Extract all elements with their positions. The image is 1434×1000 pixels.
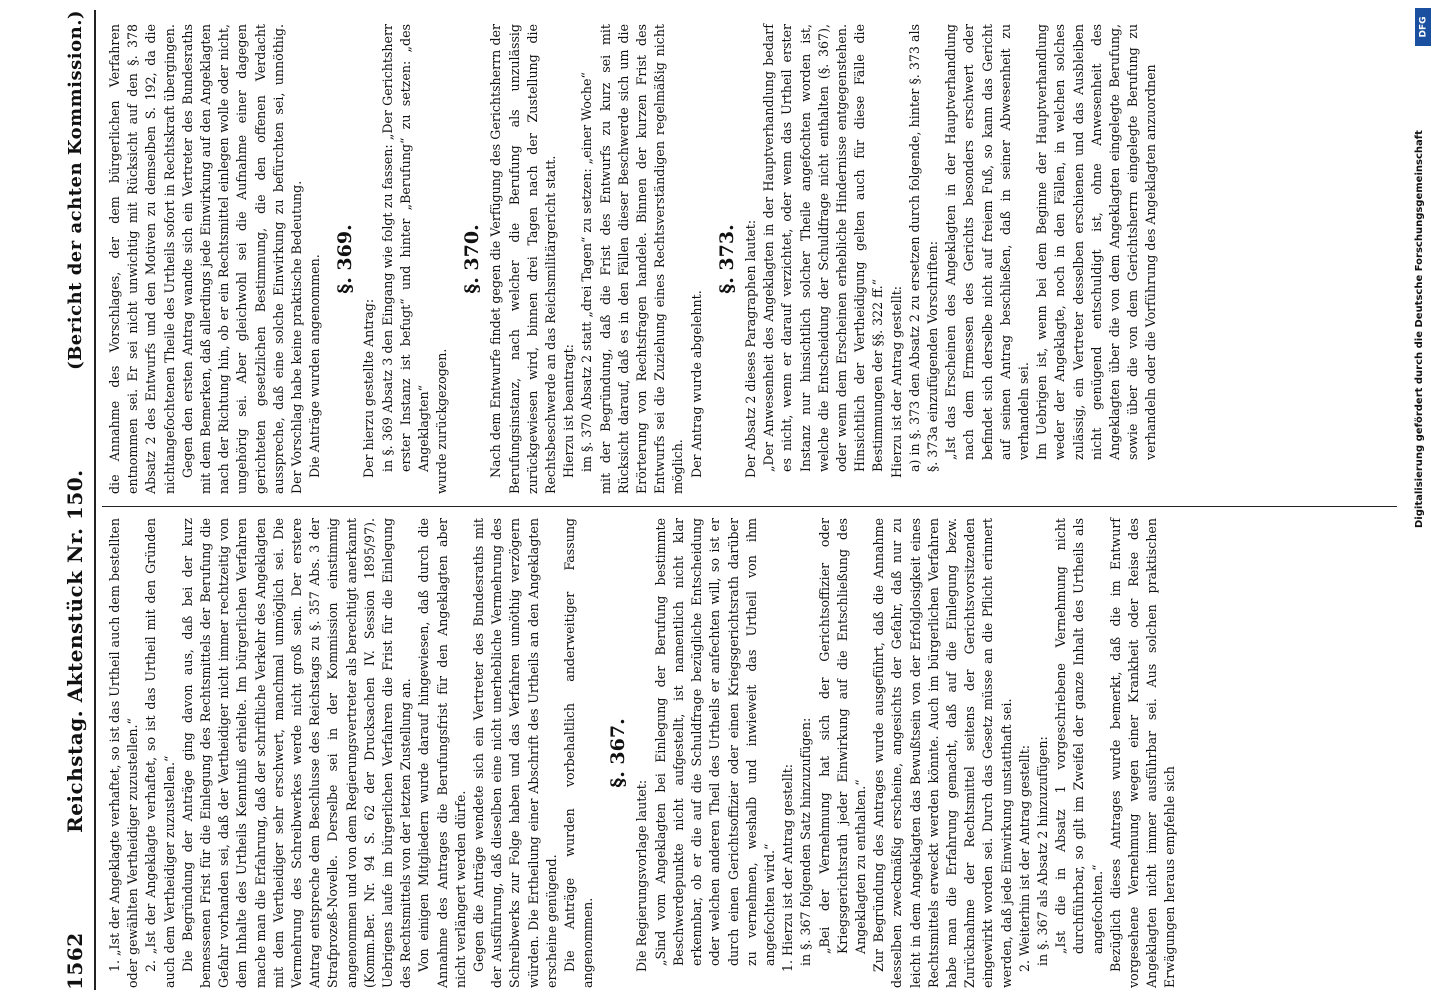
report-title: (Bericht der achten Kommission.) [64,10,86,370]
paragraph: 2. Weiterhin ist der Antrag gestellt: [1016,744,1032,972]
paragraph: 1. Hierzu ist der Antrag gestellt: [780,763,796,972]
section-heading: §. 373. [715,224,738,294]
right-column [106,24,1399,494]
quoted-paragraph: „Ist die in Absatz 1 vorgeschriebene Vernehmung nicht durchführbar, so gilt im Zweifel der ganze Inhalt des Urtheils als angefochten.“ [1053,518,1105,954]
paragraph: die Annahme des Vorschlages, der dem bürgerlichen Verfahren entnommen sei. Er sei nicht unwichtig mit Rücksicht auf den §. 378 Absatz 2 des Entwurfs und den Motiven zu demselben S. 192, da die nichtangefochtenen Theile des Urtheils sofort in Rechtskraft übergingen. [107,24,177,494]
paragraph: Die Anträge wurden angenommen. [307,254,323,478]
paragraph: in §. 367 als Absatz 2 hinzuzufügen: [1034,736,1050,966]
quoted-paragraph: „Der Anwesenheit des Angeklagten in der Hauptverhandlung bedarf es nicht, wenn er darauf verzichtet, oder wenn das Urtheil erster Instanz nur hinsichtlich solcher Theile angefochten worden ist, welche die Entscheidung der Schuldfrage nicht enthalten (§. 367), oder wenn dem Erscheinen erhebliche Hindernisse entgegenstehen. Hinsichtlich der Vertheidigung gelten auch für diese Fälle die Bestimmungen der §§. 322 ff.“ [761,24,886,472]
paragraph: Bezüglich dieses Antrages wurde bemerkt, daß die im Entwurf vorgesehene Vernehmung wegen einer Krankheit oder Reise des Angeklagten nicht immer ausführbar sei. Aus solchen praktischen Erwägungen heraus empfehle sich [1107,518,1178,988]
quoted-paragraph: Im Uebrigen ist, wenn bei dem Beginne der Hauptverhandlung weder der Angeklagte, noch in den Fällen, in welchen solches zulässig, ein Vertreter desselben erschienen und das Ausbleiben nicht genügend entschuldigt ist, ohne Anwesenheit des Angeklagten über die von dem Angeklagten eingelegte Berufung, sowie über die von dem Gerichtsherrn eingelegte Berufung zu verhandeln oder die Vorführung des Angeklagten anzuordnen [1034,24,1159,460]
dfg-logo: DFG [1415,8,1431,46]
column-divider [102,506,1397,507]
running-title: Reichstag. Aktenstück Nr. 150. [63,469,87,833]
paragraph: 2. „Ist der Angeklagte verhaftet, so ist das Urtheil mit den Gründen auch dem Vertheidiger zuzustellen.“ [143,518,177,988]
funding-text: Digitalisierung gefördert durch die Deutsche Forschungsgemeinschaft [1414,130,1425,528]
paragraph: mit der Begründung, daß die Frist des Entwurfs zu kurz sei mit Rücksicht darauf, daß es in den Fällen dieser Beschwerde sich um die Erörterung von Rechtsfragen handele. Binnen der kurzen Frist des Entwurfs sei die Zuziehung eines Rechtsverständigen regelmäßig nicht möglich. [597,24,686,494]
paragraph: Der Absatz 2 dieses Paragraphen lautet: [742,219,758,478]
header-rule [94,10,96,990]
paragraph: Nach dem Entwurfe findet gegen die Verfügung des Gerichtsherrn der Berufungsinstanz, nach welcher die Berufung als unzulässig zurückgewiesen wird, binnen drei Tagen nach der Zustellung die Rechtsbeschwerde an das Reichsmilitärgericht statt. [488,24,559,494]
paragraph: 1. „Ist der Angeklagte verhaftet, so ist das Urtheil auch dem bestellten oder gewählten Vertheidiger zuzustellen.“ [107,518,141,988]
quoted-paragraph: „Sind vom Angeklagten bei Einlegung der Berufung bestimmte Beschwerdepunkte nicht aufgestellt, ist namentlich nicht klar erkennbar, ob er die auf die Schuldfrage bezügliche Entscheidung oder welchen anderen Theil des Urtheils er anfechten will, so ist er durch einen Gerichtsoffizier oder einen Kriegsgerichtsrath darüber zu vernehmen, weshalb und inwieweit das Urtheil von ihm angefochten wird.“ [652,518,777,966]
paragraph: Zur Begründung des Antrages wurde ausgeführt, daß die Annahme desselben zweckmäßig erscheine, angesichts der Gefahr, daß nur zu leicht in dem Angeklagten das Bewußtsein von der Erfolglosigkeit eines Rechtsmittels erweckt werden könnte. Auch im bürgerlichen Verfahren habe man die Erfahrung gemacht, daß auf die Einlegung bezw. Zurücknahme der Rechtsmittel seitens der Gerichtsvorsitzenden eingewirkt worden sei. Durch das Gesetz müsse an die Pflicht erinnert werden, daß jede Einwirkung unstatthaft sei. [871,518,1014,988]
document-page [50,0,1405,1000]
paragraph: Gegen den ersten Antrag wandte sich ein Vertreter des Bundesraths mit dem Bemerken, daß allerdings jede Einwirkung auf den Angeklagten nach der Richtung hin, ob er ein Rechtsmittel einlegen wolle oder nicht, ungehörig sei. Aber gleichwohl sei die Aufnahme einer dagegen gerichteten gesetzlichen Bestimmung, die den offenen Verdacht ausspreche, daß eine solche Einwirkung zu befürchten sei, unnöthig. Der Vorschlag habe keine praktische Bedeutung. [179,24,305,494]
section-heading: §. 370. [461,224,484,294]
paragraph: Von einigen Mitgliedern wurde darauf hingewiesen, daß durch die Annahme des Antrages die Berufungsfrist für den Angeklagten aber nicht verlängert werden dürfe. [416,518,468,988]
paragraph: in §. 367 folgenden Satz hinzuzufügen: [798,717,814,966]
paragraph: Die Anträge wurden vorbehaltlich anderweitiger Fassung angenommen. [562,518,596,988]
paragraph: Die Begründung der Anträge ging davon aus, daß bei der kurz bemessenen Frist für die Einlegung des Rechtsmittels der Berufung die Gefahr vorhanden sei, daß der Vertheidiger nicht immer rechtzeitig von dem Inhalte des Urtheils Kenntniß erhielte. Im bürgerlichen Verfahren mache man die Erfahrung, daß der schriftliche Verkehr des Angeklagten mit dem Vertheidiger sehr erschwert, manchmal unmöglich sei. Die Vermehrung des Schreibwerkes werde nicht groß sein. Der erstere Antrag entspreche dem Beschlusse des Reichstags zu §. 357 Abs. 3 der Strafprozeß-Novelle. Derselbe sei in der Kommission einstimmig angenommen und von dem Regierungsvertreter als berechtigt anerkannt (Komm.Ber. Nr. 94 S. 62 der Drucksachen IV. Session 1895/97). Uebrigens laufe im bürgerlichen Verfahren die Frist für die Einlegung des Rechtsmittels von der letzten Zustellung an. [179,518,414,988]
paragraph: Der hierzu gestellte Antrag: [361,298,377,478]
paragraph: a) in §. 373 den Absatz 2 zu ersetzen durch folgende, hinter §. 373 als §. 373a einzufügenden Vorschriften: [906,24,940,472]
paragraph: Hierzu ist der Antrag gestellt: [888,285,904,478]
page-number: 1562 [63,932,87,990]
paragraph: Die Regierungsvorlage lautet: [634,779,650,972]
section-heading: §. 367. [607,718,630,788]
quoted-paragraph: „Bei der Vernehmung hat sich der Gerichtsoffizier oder Kriegsgerichtsrath jeder Einwirkung auf die Entschließung des Angeklagten zu enthalten.“ [816,518,868,954]
paragraph: Gegen die Anträge wendete sich ein Vertreter des Bundesraths mit der Ausführung, daß dieselben eine nicht unerhebliche Vermehrung des Schreibwerks zur Folge haben und das Verfahren unnöthig verzögern würden. Die Ertheilung einer Abschrift des Urtheils an den Angeklagten erscheine genügend. [471,518,559,988]
funding-note [1412,0,1434,1000]
page-header [58,10,92,990]
paragraph: wurde zurückgezogen. [434,348,450,494]
paragraph: Der Antrag wurde abgelehnt. [688,290,704,478]
paragraph: Hierzu ist beantragt: [561,344,577,478]
paragraph: im §. 370 Absatz 2 statt „drei Tagen“ zu setzen: „einer Woche“ [579,72,595,472]
section-heading: §. 369. [334,224,357,294]
paragraph: in §. 369 Absatz 3 den Eingang wie folgt zu fassen: „Der Gerichtsherr erster Instanz ist befugt“ und hinter „Berufung“ zu setzen: „des Angeklagten“ [379,24,432,472]
quoted-paragraph: „Ist das Erscheinen des Angeklagten in der Hauptverhandlung nach dem Ermessen des Gerichts besonders erschwert oder befindet sich derselbe nicht auf freiem Fuß, so kann das Gericht auf seinen Antrag beschließen, daß in seiner Abwesenheit zu verhandeln sei. [943,24,1031,460]
left-column [106,518,1399,988]
